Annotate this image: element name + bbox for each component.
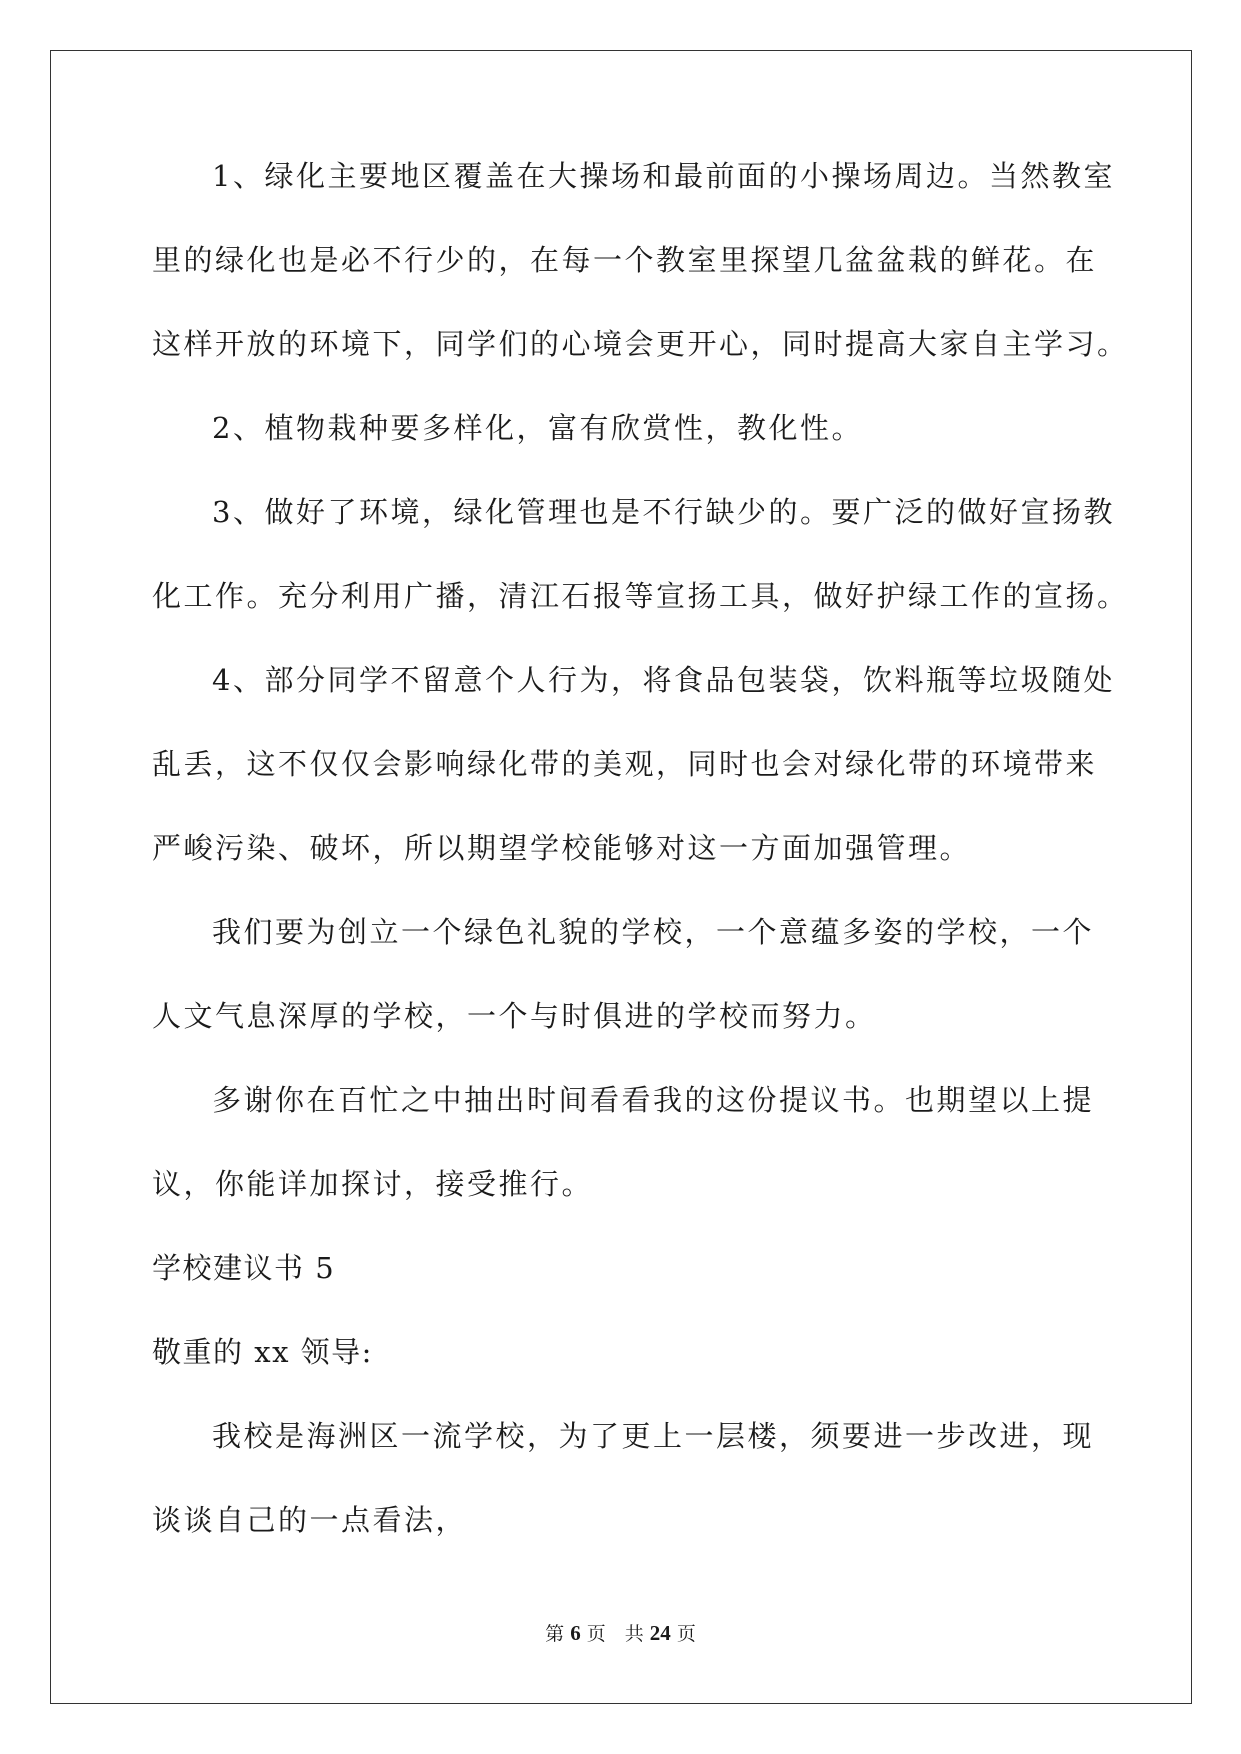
footer-suffix: 页 xyxy=(676,1623,696,1645)
paragraph-line: 这样开放的环境下，同学们的心境会更开心，同时提高大家自主学习。 xyxy=(152,327,1129,361)
paragraph-line: 多谢你在百忙之中抽出时间看看我的这份提议书。也期望以上提 xyxy=(212,1083,1095,1117)
section-heading: 学校建议书 5 xyxy=(152,1251,336,1285)
paragraph-line: 化工作。充分利用广播，清江石报等宣扬工具，做好护绿工作的宣扬。 xyxy=(152,579,1129,613)
paragraph-line: 我校是海洲区一流学校，为了更上一层楼，须要进一步改进，现 xyxy=(212,1419,1095,1453)
paragraph-line: 1、绿化主要地区覆盖在大操场和最前面的小操场周边。当然教室 xyxy=(212,159,1115,193)
paragraph-line: 乱丢，这不仅仅会影响绿化带的美观，同时也会对绿化带的环境带来 xyxy=(152,747,1098,781)
paragraph-line: 2、植物栽种要多样化，富有欣赏性，教化性。 xyxy=(212,411,863,445)
paragraph-line: 严峻污染、破坏，所以期望学校能够对这一方面加强管理。 xyxy=(152,831,972,865)
salutation: 敬重的 xx 领导: xyxy=(152,1335,373,1369)
footer-mid: 页 共 xyxy=(586,1623,644,1645)
paragraph-line: 人文气息深厚的学校，一个与时俱进的学校而努力。 xyxy=(152,999,877,1033)
footer-prefix: 第 xyxy=(545,1623,565,1645)
paragraph-line: 里的绿化也是必不行少的，在每一个教室里探望几盆盆栽的鲜花。在 xyxy=(152,243,1098,277)
paragraph-line: 4、部分同学不留意个人行为，将食品包装袋，饮料瓶等垃圾随处 xyxy=(212,663,1115,697)
paragraph-line: 我们要为创立一个绿色礼貌的学校，一个意蕴多姿的学校，一个 xyxy=(212,915,1095,949)
paragraph-line: 3、做好了环境，绿化管理也是不行缺少的。要广泛的做好宣扬教 xyxy=(212,495,1115,529)
page-footer xyxy=(0,1622,1241,1645)
paragraph-line: 议，你能详加探讨，接受推行。 xyxy=(152,1167,594,1201)
document-body xyxy=(152,159,1129,1588)
current-page-number: 6 xyxy=(570,1621,581,1645)
total-pages-number: 24 xyxy=(649,1621,671,1645)
paragraph-line: 谈谈自己的一点看法， xyxy=(152,1503,468,1537)
